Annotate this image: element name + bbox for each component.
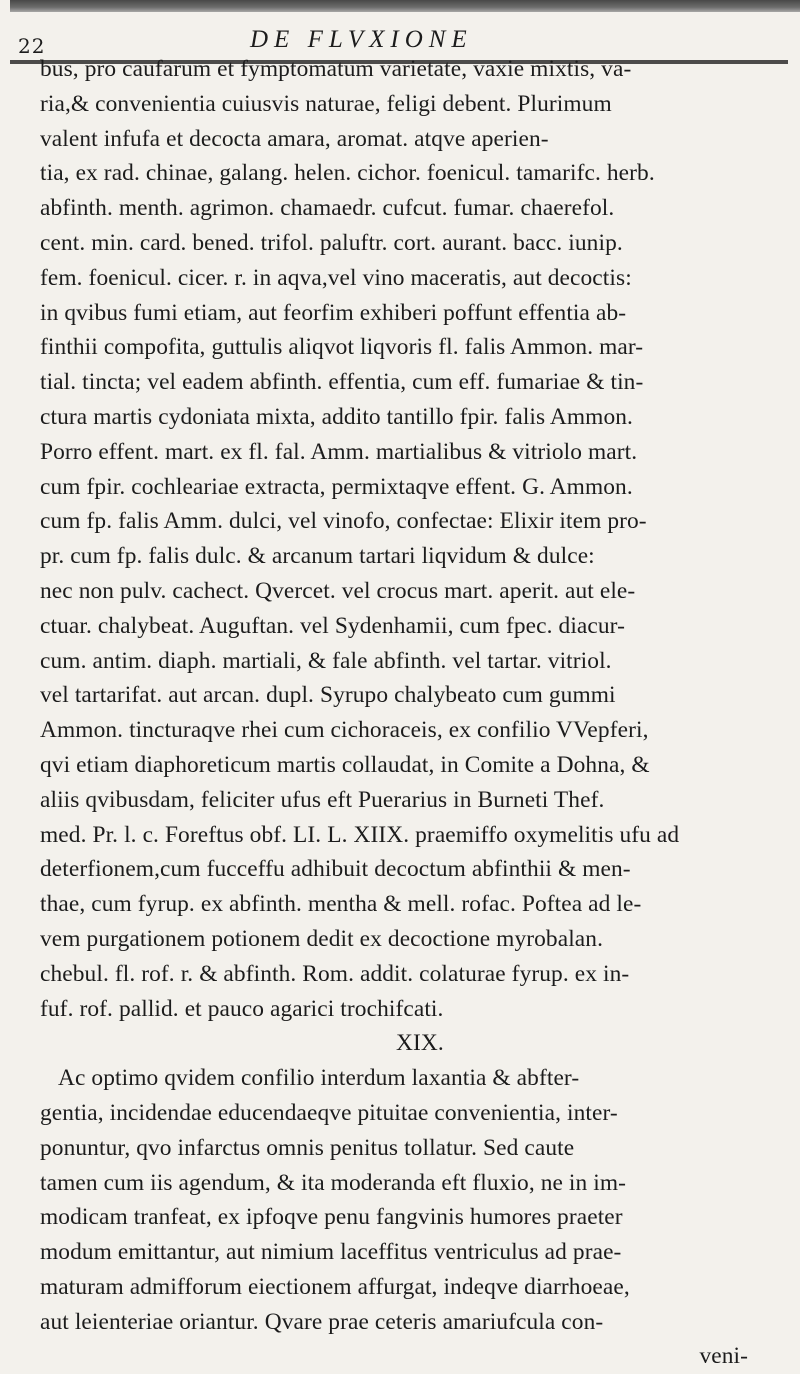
page-number: 22 bbox=[18, 34, 46, 58]
text-line: bus, pro caufarum et fymptomatum varietate, vaxie mixtis, va- bbox=[40, 56, 632, 82]
section-heading: XIX. bbox=[396, 1030, 444, 1057]
text-line: thae, cum fyrup. ex abfinth. mentha & mell. rofac. Poftea ad le- bbox=[40, 891, 642, 918]
text-line: ria,& convenientia cuiusvis naturae, feligi debent. Plurimum bbox=[40, 90, 612, 117]
text-line: Porro effent. mart. ex fl. fal. Amm. martialibus & vitriolo mart. bbox=[40, 438, 638, 465]
text-line: vel tartarifat. aut arcan. dupl. Syrupo chalybeato cum gummi bbox=[40, 682, 616, 709]
text-line: modum emittantur, aut nimium laceffitus ventriculus ad prae- bbox=[40, 1239, 622, 1266]
text-line: Ac optimo qvidem confilio interdum laxantia & abfter- bbox=[58, 1065, 580, 1092]
body-text bbox=[40, 52, 788, 1374]
text-line: maturam admifforum eiectionem affurgat, indeqve diarrhoeae, bbox=[40, 1273, 630, 1300]
text-line: vem purgationem potionem dedit ex decoctione myrobalan. bbox=[40, 925, 604, 952]
text-line: tamen cum iis agendum, & ita moderanda eft fluxio, ne in im- bbox=[40, 1169, 627, 1196]
text-line: Ammon. tincturaqve rhei cum cichoraceis, ex confilio VVepferi, bbox=[40, 717, 649, 744]
running-head: DE FLVXIONE bbox=[250, 26, 473, 53]
text-line: tia, ex rad. chinae, galang. helen. cichor. foenicul. tamarifc. herb. bbox=[40, 160, 655, 187]
text-line: cum fpir. cochleariae extracta, permixtaqve effent. G. Ammon. bbox=[40, 473, 633, 500]
text-line: cum. antim. diaph. martiali, & fale abfinth. vel tartar. vitriol. bbox=[40, 647, 612, 674]
text-line: ctuar. chalybeat. Auguftan. vel Sydenhamii, cum fpec. diacur- bbox=[40, 612, 625, 639]
text-line: fuf. rof. pallid. et pauco agarici trochifcati. bbox=[40, 995, 444, 1022]
catchword: veni- bbox=[699, 1343, 748, 1370]
text-line: tial. tinctа; vel eadem abfinth. effentia, cum eff. fumariae & tin- bbox=[40, 369, 644, 396]
text-line: cent. min. card. bened. trifol. paluftr. cort. aurant. bacc. iunip. bbox=[40, 229, 623, 256]
text-line: modicam tranfeat, ex ipfoqve penu fangvinis humores praeter bbox=[40, 1204, 623, 1231]
text-line: pr. cum fp. falis dulc. & arcanum tartari liqvidum & dulce: bbox=[40, 543, 595, 570]
text-line: aliis qvibusdam, feliciter ufus eft Puerarius in Burneti Thef. bbox=[40, 786, 605, 813]
scan-edge bbox=[10, 0, 800, 12]
text-line: deterfionem,cum fucceffu adhibuit decoctum abfinthii & men- bbox=[40, 856, 631, 883]
text-line: abfinth. menth. agrimon. chamaedr. cufcut. fumar. chaerefol. bbox=[40, 195, 615, 222]
text-line: gentia, incidendae educendaeqve pituitae convenientia, inter- bbox=[40, 1099, 618, 1126]
text-line: ponuntur, qvo infarctus omnis penitus tollatur. Sed caute bbox=[40, 1134, 575, 1161]
text-line: chebul. fl. rof. r. & abfinth. Rom. addit. colaturae fyrup. ex in- bbox=[40, 960, 630, 987]
text-line: in qvibus fumi etiam, aut feorfim exhiberi poffunt effentia ab- bbox=[40, 299, 627, 326]
text-line: finthii compofita, guttulis aliqvot liqvoris fl. falis Ammon. mar- bbox=[40, 334, 644, 361]
text-line: qvi etiam diaphoreticum martis collaudat, in Comite a Dohna, & bbox=[40, 751, 650, 778]
text-line: ctura martis cydoniata mixta, addito tantillo fpir. falis Ammon. bbox=[40, 403, 633, 430]
text-line: nec non pulv. cacheсt. Qvercet. vel crocus mart. aperit. aut ele- bbox=[40, 577, 636, 604]
text-line: fem. foenicul. cicer. r. in aqva,vel vino maceratis, aut decoctis: bbox=[40, 264, 632, 291]
text-line: valent infufa et decocta amara, aromat. atqve aperien- bbox=[40, 125, 549, 152]
text-line: cum fp. falis Amm. dulci, vel vinofo, confectae: Elixir item pro- bbox=[40, 508, 647, 535]
text-line: med. Pr. l. c. Foreftus obf. LI. L. XIIX. praemiffo oxymelitis ufu ad bbox=[40, 821, 680, 848]
text-line: aut leienteriae oriantur. Qvare prae ceteris amariufcula con- bbox=[40, 1308, 604, 1335]
